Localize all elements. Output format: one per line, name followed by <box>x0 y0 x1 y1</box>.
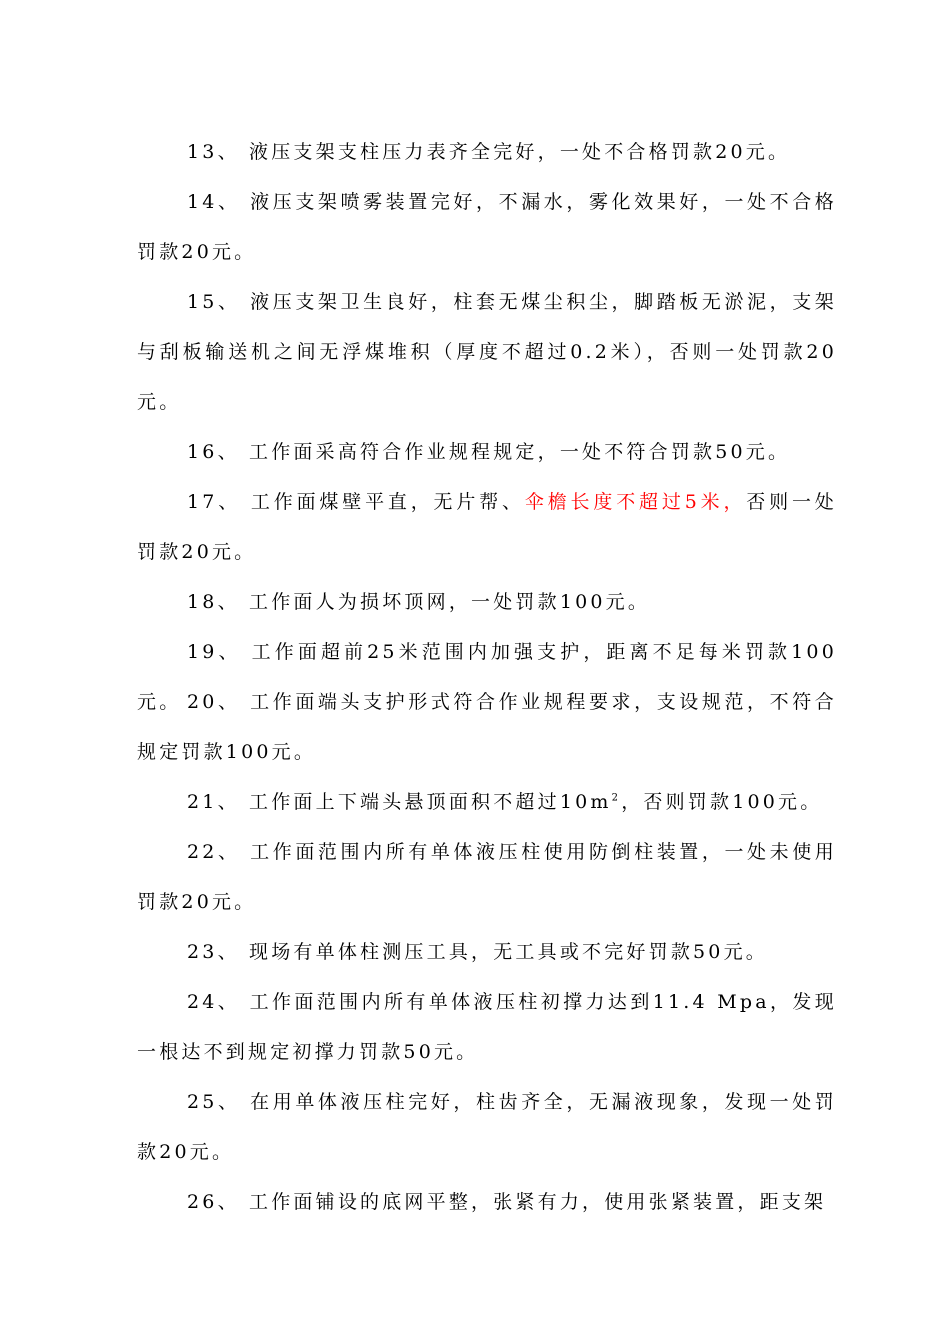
rule-23: 23、 现场有单体柱测压工具，无工具或不完好罚款50元。 <box>187 941 768 963</box>
rule-21-text-b: ，否则罚款100元。 <box>621 791 823 813</box>
rule-14: 14、 液压支架喷雾装置完好，不漏水，雾化效果好，一处不合格罚款20元。 <box>137 191 837 263</box>
rule-18: 18、 工作面人为损坏顶网，一处罚款100元。 <box>187 591 651 613</box>
rule-15: 15、 液压支架卫生良好，柱套无煤尘积尘，脚踏板无淤泥，支架与刮板输送机之间无浮煤堆积（厚度不超过0.2米），否则一处罚款20元。 <box>137 291 837 413</box>
rule-21-superscript: 2 <box>611 792 622 804</box>
rule-17-text-a: 17、 工作面煤壁平直，无片帮、 <box>187 491 525 513</box>
rule-13: 13、 液压支架支柱压力表齐全完好，一处不合格罚款20元。 <box>187 141 791 163</box>
rule-21 <box>137 777 837 827</box>
rule-24: 24、 工作面范围内所有单体液压柱初撑力达到11.4 Mpa，发现一根达不到规定初撑力罚款50元。 <box>137 991 837 1063</box>
rule-26: 26、 工作面铺设的底网平整，张紧有力，使用张紧装置，距支架 <box>187 1191 827 1213</box>
rule-25: 25、 在用单体液压柱完好，柱齿齐全，无漏液现象，发现一处罚款20元。 <box>137 1091 837 1163</box>
rule-16: 16、 工作面采高符合作业规程规定，一处不符合罚款50元。 <box>187 441 791 463</box>
rule-19: 19、 工作面超前25米范围内加强支护，距离不足每米罚款100元。 <box>137 641 837 713</box>
rule-21-text-a: 21、 工作面上下端头悬顶面积不超过10m <box>187 791 612 813</box>
rule-17 <box>137 477 837 577</box>
rule-17-text-b: 否则一处罚款20元。 <box>137 491 837 563</box>
rule-22: 22、 工作面范围内所有单体液压柱使用防倒柱装置，一处未使用罚款20元。 <box>137 841 837 913</box>
rule-17-highlight: 伞檐长度不超过5米， <box>524 491 747 513</box>
rule-20: 20、 工作面端头支护形式符合作业规程要求，支设规范，不符合规定罚款100元。 <box>137 691 837 763</box>
